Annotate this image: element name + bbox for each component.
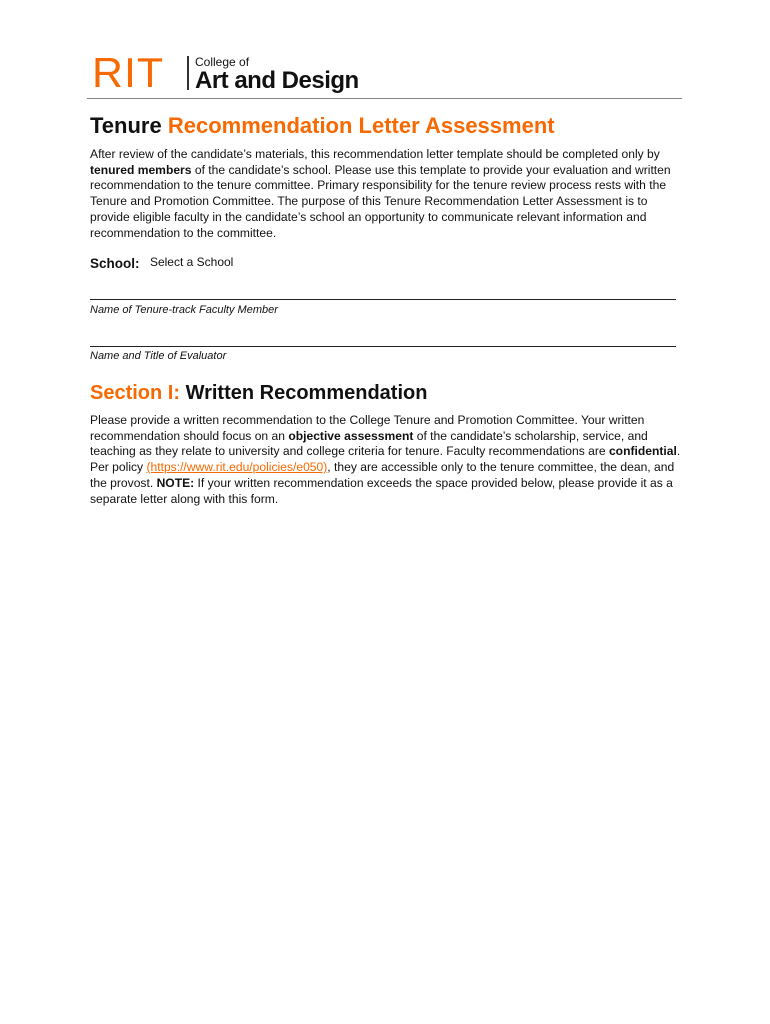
- faculty-name-caption: Name of Tenure-track Faculty Member: [90, 304, 278, 316]
- section-prefix: Section I:: [90, 382, 181, 404]
- header-divider: [87, 98, 682, 99]
- evaluator-name-line[interactable]: [90, 346, 676, 347]
- logo-divider: [187, 56, 189, 90]
- section-paragraph: Please provide a written recommendation to the College Tenure and Promotion Committee. Your written recommendation should focus on an objective assessment of the candidate’s scholarship, service, and teaching as they relate to university and college criteria for tenure. Faculty recommendations are confidential. Per policy (https://www.rit.edu/policies/e050), they are accessible only to the tenure committee, the dean, and the provost. NOTE: If your written recommendation exceeds the space provided below, please provide it as a separate letter along with this form.: [90, 413, 681, 506]
- section-title: Written Recommendation: [185, 382, 428, 404]
- logo-college-prefix: College of: [195, 55, 250, 69]
- section-heading: [90, 382, 427, 405]
- page-title: [90, 113, 555, 139]
- faculty-name-line[interactable]: [90, 299, 676, 300]
- rit-wordmark: RIT: [92, 49, 165, 96]
- title-part-1: Tenure: [90, 113, 162, 138]
- evaluator-name-caption: Name and Title of Evaluator: [90, 350, 227, 362]
- school-select[interactable]: Select a School: [149, 255, 234, 269]
- school-label: School:: [90, 256, 140, 271]
- title-part-2: Recommendation Letter Assessment: [167, 113, 555, 138]
- intro-paragraph: After review of the candidate’s materials, this recommendation letter template should be completed only by tenured members of the candidate’s school. Please use this template to provide your evaluation and written recommendation to the tenure committee. Primary responsibility for the tenure review process rests with the Tenure and Promotion Committee. The purpose of this Tenure Recommendation Letter Assessment is to provide eligible faculty in the candidate’s school an opportunity to communicate relevant information and recommendation to the committee.: [90, 147, 671, 240]
- school-field: [90, 255, 233, 273]
- policy-link[interactable]: (https://www.rit.edu/policies/e050): [146, 460, 328, 475]
- logo-college-name: Art and Design: [195, 67, 359, 94]
